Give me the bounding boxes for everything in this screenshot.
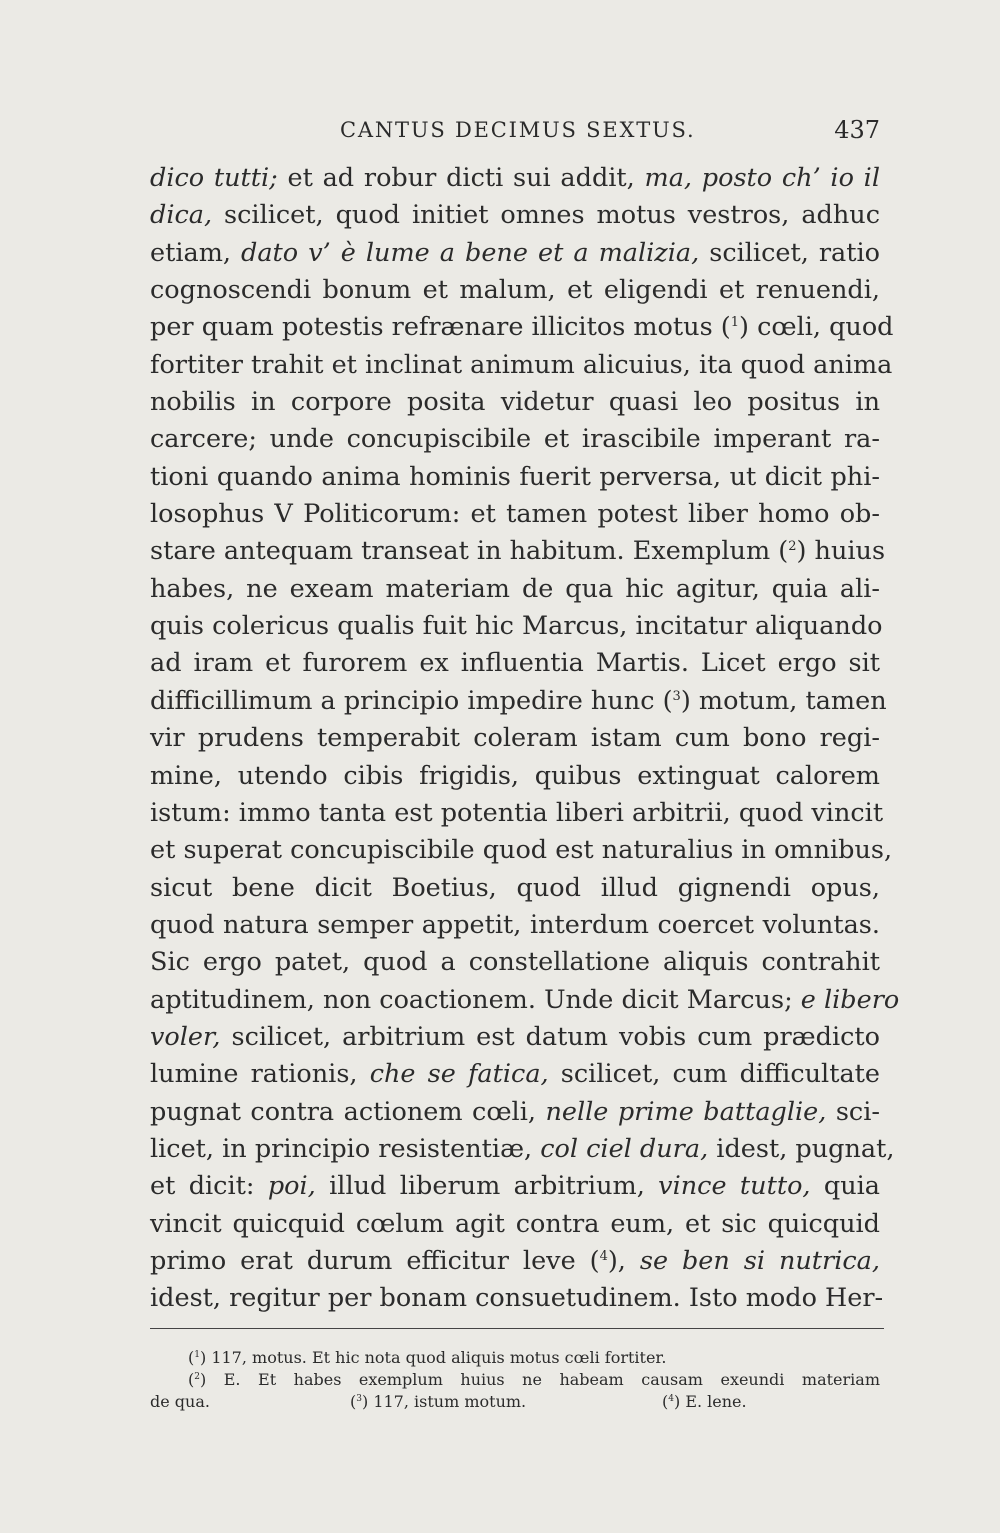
text-line xyxy=(150,1168,880,1205)
text-line xyxy=(150,758,880,795)
footnote-marker: 4 xyxy=(599,1248,608,1264)
footnote-marker: 2 xyxy=(788,539,797,555)
text-run: cognoscendi bonum et malum, et eligendi et renuendi, xyxy=(150,275,880,306)
footnote-marker: 3 xyxy=(356,1394,362,1404)
text-line xyxy=(150,459,880,496)
text-run: ) E. lene. xyxy=(673,1392,747,1411)
text-line xyxy=(150,496,880,533)
text-run: fortiter trahit et inclinat animum alicuius, ita quod anima xyxy=(150,349,893,380)
text-line xyxy=(150,720,880,757)
text-run: ) 117, motus. Et hic nota quod aliquis motus cœli fortiter. xyxy=(199,1348,667,1367)
text-run: vir prudens temperabit coleram istam cum bono regi- xyxy=(150,723,880,754)
text-run: sicut bene dicit Boetius, quod illud gignendi opus, xyxy=(150,872,880,903)
text-line xyxy=(150,608,883,645)
text-run: sci- xyxy=(826,1096,880,1127)
footnote-marker: 4 xyxy=(668,1394,674,1404)
text-run: mine, utendo cibis frigidis, quibus extinguat calorem xyxy=(150,760,880,791)
text-line xyxy=(150,982,900,1019)
text-run: ( xyxy=(662,1392,669,1411)
text-run: tioni quando anima hominis fuerit perversa, ut dicit phi- xyxy=(150,461,880,492)
text-run: per quam potestis refrænare illicitos motus ( xyxy=(150,312,731,343)
italic-quote: dica, xyxy=(150,200,213,231)
text-run: scilicet, cum difficultate xyxy=(548,1059,880,1090)
text-run: de qua. xyxy=(150,1392,210,1411)
italic-quote: vince tutto, xyxy=(658,1171,811,1202)
text-line xyxy=(150,160,880,197)
running-head-title: CANTUS DECIMUS SEXTUS. xyxy=(340,118,696,142)
text-line xyxy=(150,1131,895,1168)
text-line xyxy=(150,832,893,869)
text-run: ( xyxy=(188,1370,195,1389)
text-run: losophus V Politicorum: et tamen potest liber homo ob- xyxy=(150,499,880,530)
footnote-4 xyxy=(662,1391,747,1413)
italic-quote: ma, posto ch’ io il xyxy=(644,163,880,193)
italic-quote: e libero xyxy=(800,984,900,1015)
footnote-rule xyxy=(150,1328,884,1329)
italic-quote: se ben si nutrica, xyxy=(639,1245,880,1276)
text-run: licet, in principio resistentiæ, xyxy=(150,1133,541,1164)
text-run: stare antequam transeat in habitum. Exemplum ( xyxy=(150,536,789,567)
text-run: scilicet, arbitrium est datum vobis cum prædicto xyxy=(220,1021,880,1052)
footnote-marker: 3 xyxy=(672,688,681,704)
text-run: ) 117, istum motum. xyxy=(361,1392,527,1411)
text-line xyxy=(150,1094,880,1131)
text-run: Sic ergo patet, quod a constellatione aliquis contrahit xyxy=(150,947,880,978)
text-run: ( xyxy=(350,1392,357,1411)
text-line xyxy=(150,870,880,907)
footnote-2 xyxy=(150,1369,880,1391)
text-line xyxy=(150,347,893,384)
text-line xyxy=(150,197,880,234)
text-line xyxy=(150,683,887,720)
italic-quote: voler, xyxy=(150,1021,221,1052)
text-run: primo erat durum efficitur leve ( xyxy=(150,1245,600,1276)
italic-quote: che se fatica, xyxy=(369,1059,549,1090)
text-run: ad iram et furorem ex influentia Martis. Licet ergo sit xyxy=(150,648,880,679)
text-run: et dicit: xyxy=(150,1171,268,1202)
text-run: et ad robur dicti sui addit, xyxy=(277,163,645,193)
text-line xyxy=(150,235,880,272)
text-run: ) motum, tamen xyxy=(680,685,887,716)
body-text xyxy=(150,160,900,1318)
italic-quote: nelle prime battaglie, xyxy=(545,1096,827,1127)
text-run: lumine rationis, xyxy=(150,1059,370,1090)
footnote-marker: 2 xyxy=(194,1372,200,1382)
footnote-marker: 1 xyxy=(194,1350,200,1360)
text-line xyxy=(150,795,884,832)
text-run: etiam, xyxy=(150,237,242,268)
text-run: et superat concupiscibile quod est naturalius in omnibus, xyxy=(150,835,893,866)
page-number: 437 xyxy=(834,116,880,144)
text-line xyxy=(150,1243,880,1280)
text-run: vincit quicquid cœlum agit contra eum, et sic quicquid xyxy=(150,1208,880,1239)
text-run: ), xyxy=(607,1245,640,1276)
text-run: quod natura semper appetit, interdum coercet voluntas. xyxy=(150,909,880,940)
footnotes xyxy=(150,1347,880,1413)
footnote-line-3 xyxy=(150,1391,880,1413)
text-line xyxy=(150,272,880,309)
footnote-2-continuation xyxy=(150,1391,210,1413)
text-run: ) huius xyxy=(796,536,886,567)
text-run: istum: immo tanta est potentia liberi arbitrii, quod vincit xyxy=(150,797,884,828)
text-run: nobilis in corpore posita videtur quasi leo positus in xyxy=(150,387,880,418)
text-run: idest, pugnat, xyxy=(708,1133,895,1164)
text-run: ) cœli, quod xyxy=(739,312,894,343)
text-run: quis colericus qualis fuit hic Marcus, incitatur aliquando xyxy=(150,611,883,642)
footnote-1 xyxy=(150,1347,880,1369)
text-run: habes, ne exeam materiam de qua hic agitur, quia ali- xyxy=(150,573,880,604)
text-run: scilicet, quod initiet omnes motus vestros, adhuc xyxy=(212,200,880,231)
text-run: difficillimum a principio impedire hunc ( xyxy=(150,685,673,716)
italic-quote: dico tutti; xyxy=(150,163,278,193)
text-run: ) E. Et habes exemplum huius ne habeam causam exeundi materiam xyxy=(199,1370,880,1389)
text-line xyxy=(150,421,880,458)
text-line xyxy=(150,384,880,421)
footnote-3 xyxy=(350,1391,526,1413)
text-run: pugnat contra actionem cœli, xyxy=(150,1096,546,1127)
running-head xyxy=(150,118,880,150)
italic-quote: poi, xyxy=(267,1171,316,1202)
text-line xyxy=(150,1056,880,1093)
text-line xyxy=(150,309,894,346)
text-run: aptitudinem, non coactionem. Unde dicit Marcus; xyxy=(150,984,801,1015)
text-run: scilicet, ratio xyxy=(699,237,880,268)
footnote-marker: 1 xyxy=(730,315,740,331)
text-run: quia xyxy=(810,1171,881,1202)
text-line xyxy=(150,944,880,981)
text-line xyxy=(150,1206,880,1243)
italic-quote: col ciel dura, xyxy=(540,1133,709,1164)
text-line xyxy=(150,533,886,570)
text-run: ( xyxy=(188,1348,195,1367)
italic-quote: dato v’ è lume a bene et a malizia, xyxy=(241,237,700,268)
text-run: carcere; unde concupiscibile et irascibile imperant ra- xyxy=(150,424,880,455)
text-line xyxy=(150,1280,884,1317)
text-run: illud liberum arbitrium, xyxy=(315,1171,659,1202)
text-line xyxy=(150,907,880,944)
text-line xyxy=(150,571,880,608)
text-line xyxy=(150,1019,880,1056)
text-run: idest, regitur per bonam consuetudinem. Isto modo Her- xyxy=(150,1283,884,1314)
text-line xyxy=(150,645,880,682)
